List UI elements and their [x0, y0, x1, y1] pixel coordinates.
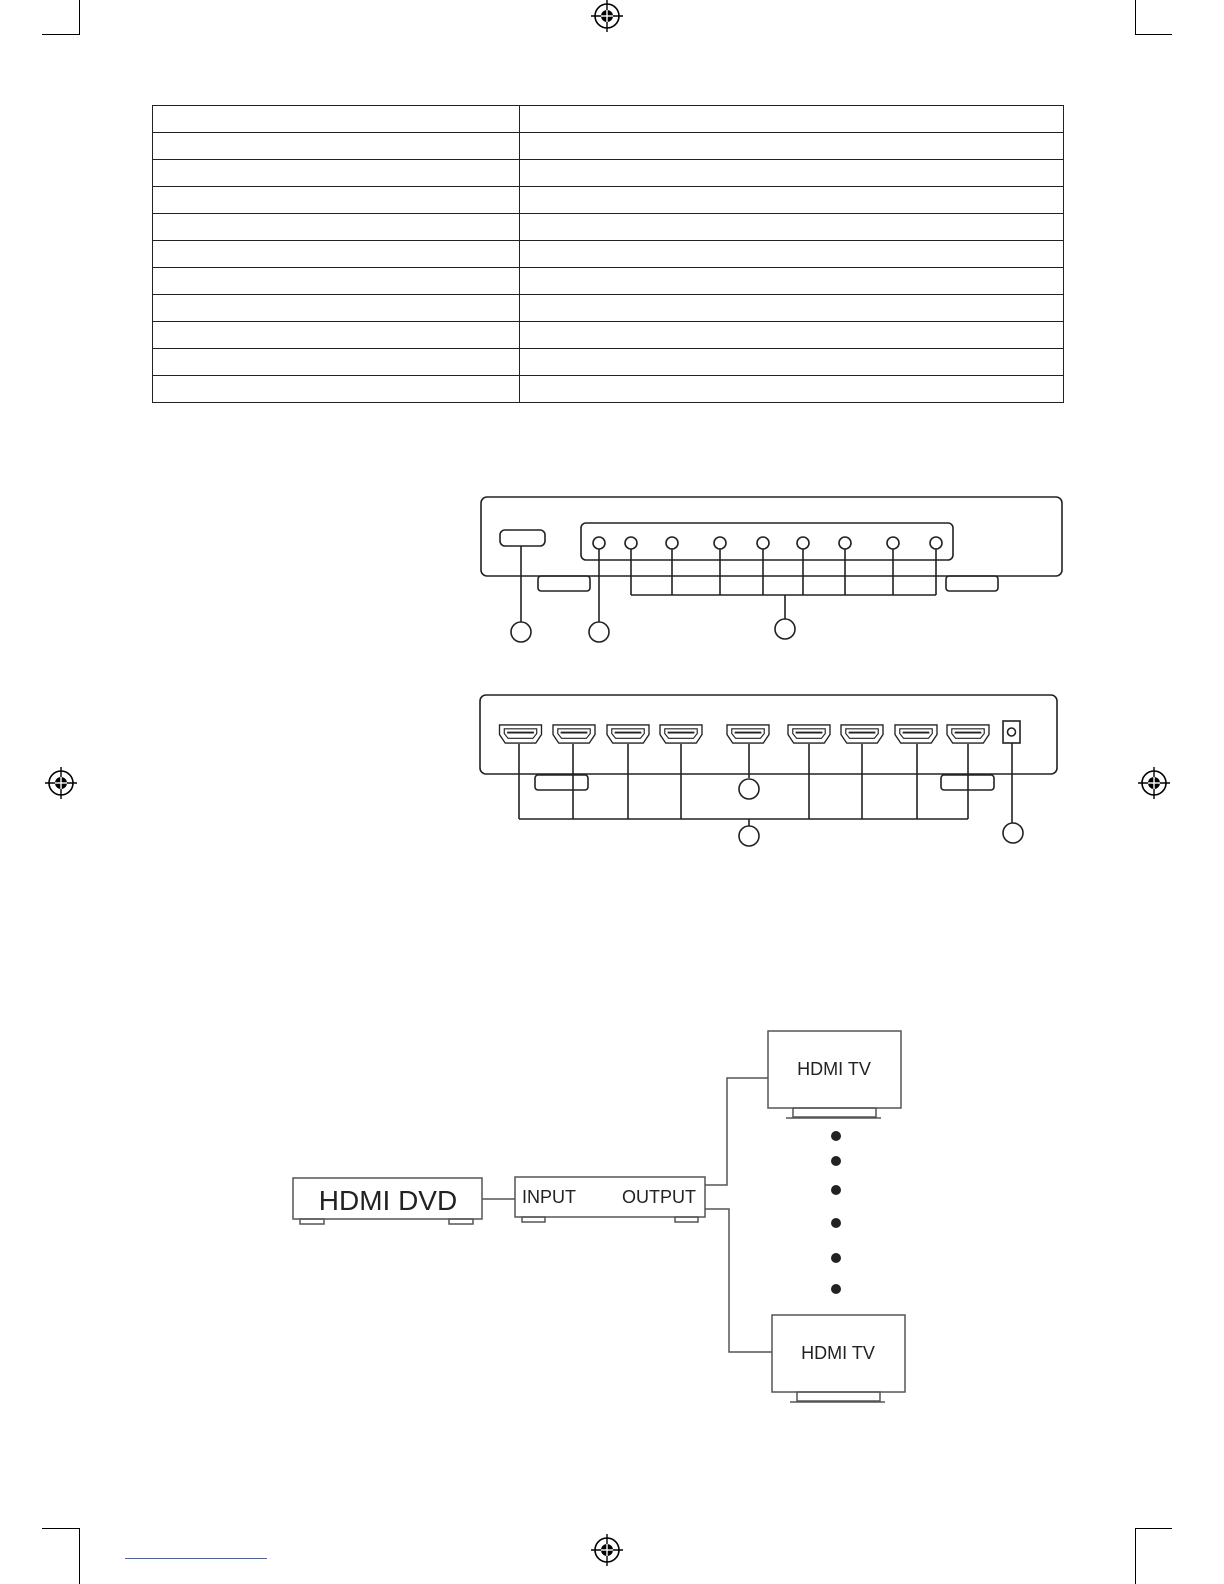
hdmi-output-port-icon [727, 725, 769, 743]
footer-link-underline [125, 1550, 267, 1559]
registration-mark-right [1138, 767, 1170, 799]
hdmi-output-port-icon [947, 725, 989, 743]
registration-mark-bottom [591, 1534, 623, 1566]
splitter-input-label: INPUT [522, 1187, 576, 1207]
dvd-label: HDMI DVD [318, 1185, 458, 1216]
hdmi-input-port-icon [500, 725, 542, 743]
tv-bottom-label: HDMI TV [801, 1343, 875, 1363]
registration-mark-top [591, 0, 623, 32]
registration-mark-left [45, 767, 77, 799]
hdmi-output-port-icon [660, 725, 702, 743]
hdmi-output-port-icon [788, 725, 830, 743]
ellipsis-dots [831, 1131, 841, 1294]
tv-top-label: HDMI TV [797, 1059, 871, 1079]
splitter-output-label: OUTPUT [622, 1187, 696, 1207]
hdmi-output-port-icon [841, 725, 883, 743]
rear-panel-drawing [480, 695, 1057, 846]
hdmi-output-port-icon [553, 725, 595, 743]
hdmi-output-port-icon [895, 725, 937, 743]
hdmi-output-port-icon [607, 725, 649, 743]
front-panel-drawing [481, 497, 1062, 642]
rear-panel-ports [500, 725, 990, 743]
